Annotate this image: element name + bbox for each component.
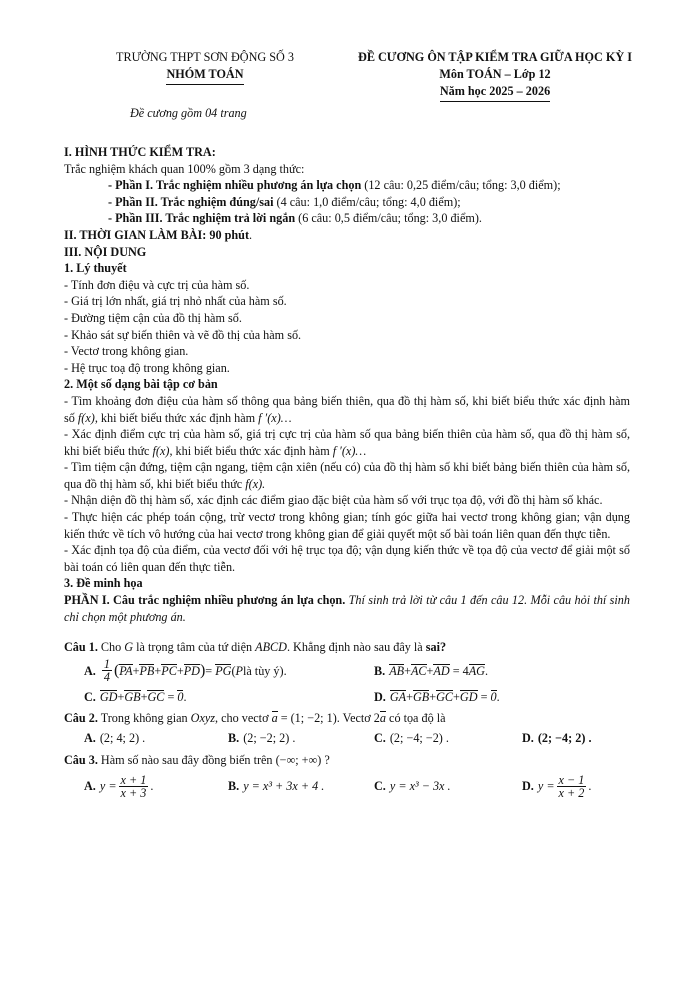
exercise-item: - Xác định tọa độ của điểm, của vectơ đối với hệ trục tọa độ; vận dụng kiến thức về tọa độ của vectơ để giải một số bài toán có liên quan đến thực tiễn. (64, 543, 630, 574)
exercise-item: - Thực hiện các phép toán cộng, trừ vectơ trong không gian; tính góc giữa hai vectơ trong không gian; vận dụng kiến thức về tích vô hướng của hai vectơ trong không gian để giải quyết một số bài toán liên quan đến thực tiễn. (64, 510, 630, 541)
exercise-item: - Tìm khoảng đơn điệu của hàm số thông qua bảng biến thiên, qua đồ thị hàm số, khi biết biểu thức xác định hàm số f(x), khi biết biểu thức xác định hàm f ′(x)… (64, 393, 630, 425)
theory-item: - Vectơ trong không gian. (64, 344, 189, 359)
option-a: A. y = $\frac{x + 1}{x + 3}$ . (84, 772, 154, 800)
part-1-line: - Phần I. Trắc nghiệm nhiều phương án lựa chọn (12 câu: 0,25 điểm/câu; tổng: 3,0 điểm); (108, 178, 561, 193)
exercise-item: - Xác định điểm cực trị của hàm số, giá trị cực trị của hàm số qua bảng biến thiên của hàm số, qua đồ thị hàm số, khi biết biểu thức f(x), khi biết biểu thức xác định hàm f ′(x)… (64, 427, 630, 458)
part-2-line: - Phần II. Trắc nghiệm đúng/sai (4 câu: 1,0 điểm/câu; tổng: 4,0 điểm); (108, 194, 461, 209)
option-a: A. (2; 4; 2) . (84, 731, 146, 746)
section-2-heading: II. THỜI GIAN LÀM BÀI: 90 phút. (64, 227, 253, 242)
option-d: D. y = $\frac{x - 1}{x + 2}$ . (522, 772, 592, 800)
section-1-intro: Trắc nghiệm khách quan 100% gồm 3 dạng thức: (64, 161, 305, 176)
question-1-options-ab (64, 656, 630, 686)
exercises-heading: 2. Một số dạng bài tập cơ bản (64, 377, 218, 392)
part-3-line: - Phần III. Trắc nghiệm trả lời ngắn (6 câu: 0,5 điểm/câu; tổng: 3,0 điểm). (108, 211, 482, 226)
header-right (330, 49, 660, 102)
subject: Môn TOÁN – Lớp 12 (439, 67, 551, 81)
option-b: B. AB + AC + AD = 4 AG . (374, 663, 489, 679)
section-3-heading: III. NỘI DUNG (64, 244, 147, 259)
option-b: B. (2; −2; 2) . (228, 731, 296, 746)
header-left (85, 49, 325, 85)
theory-item: - Giá trị lớn nhất, giá trị nhỏ nhất của hàm số. (64, 294, 287, 309)
question-2: Câu 2. Trong không gian Oxyz, cho vectơ a = (1; −2; 1). Vectơ 2a có tọa độ là (64, 710, 446, 725)
exercise-item: - Nhận diện đồ thị hàm số, xác định các điểm giao đặc biệt của hàm số với trục tọa độ, với đồ thị hàm số khác. (64, 493, 603, 508)
group-name: NHÓM TOÁN (166, 66, 243, 85)
page-count-note: Đề cương gồm 04 trang (130, 106, 247, 120)
option-d: D. GA + GB + GC + GD = 0 . (374, 689, 500, 705)
exercise-item: - Tìm tiệm cận đứng, tiệm cận ngang, tiệm cận xiên (nếu có) của đồ thị hàm số khi biết bảng biến thiên của hàm số, qua đồ thị hàm số, khi biết biểu thức f(x). (64, 460, 630, 491)
option-c: C. y = x³ − 3x . (374, 778, 451, 793)
theory-item: - Đường tiệm cận của đồ thị hàm số. (64, 310, 242, 325)
doc-title: ĐỀ CƯƠNG ÔN TẬP KIỂM TRA GIỮA HỌC KỲ I (358, 50, 632, 64)
school-name: TRƯỜNG THPT SƠN ĐỘNG SỐ 3 (116, 50, 294, 64)
option-c: C. (2; −4; −2) . (374, 731, 449, 746)
option-a: A. $\frac{1}{4}$ ( PA + PB + PC + PD ) = PG ( P là tùy ý). (84, 657, 287, 685)
document-body (64, 144, 630, 803)
part-1-instructions: PHẦN I. Câu trắc nghiệm nhiều phương án lựa chọn. Thí sinh trả lời từ câu 1 đến câu 12. Mỗi câu hỏi thí sinh chỉ chọn một phương án. (64, 593, 630, 624)
question-1-options-cd (64, 686, 630, 708)
school-year: Năm học 2025 – 2026 (440, 83, 550, 102)
question-1: Câu 1. Cho G là trọng tâm của tứ diện ABCD. Khẳng định nào sau đây là sai? (64, 640, 447, 655)
section-1-heading: I. HÌNH THỨC KIỂM TRA: (64, 145, 216, 159)
demo-heading: 3. Đề minh họa (64, 576, 143, 591)
option-c: C. GD + GB + GC = 0 . (84, 689, 187, 705)
question-2-options (64, 726, 630, 750)
theory-item: - Hệ trục toạ độ trong không gian. (64, 360, 230, 375)
theory-heading: 1. Lý thuyết (64, 261, 127, 276)
theory-item: - Khảo sát sự biến thiên và vẽ đồ thị của hàm số. (64, 327, 302, 342)
question-3-options (64, 769, 630, 803)
question-3: Câu 3. Hàm số nào sau đây đồng biến trên (−∞; +∞) ? (64, 753, 330, 768)
option-d: D. (2; −4; 2) . (522, 731, 592, 746)
option-b: B. y = x³ + 3x + 4 . (228, 778, 325, 793)
theory-item: - Tính đơn điệu và cực trị của hàm số. (64, 277, 250, 292)
